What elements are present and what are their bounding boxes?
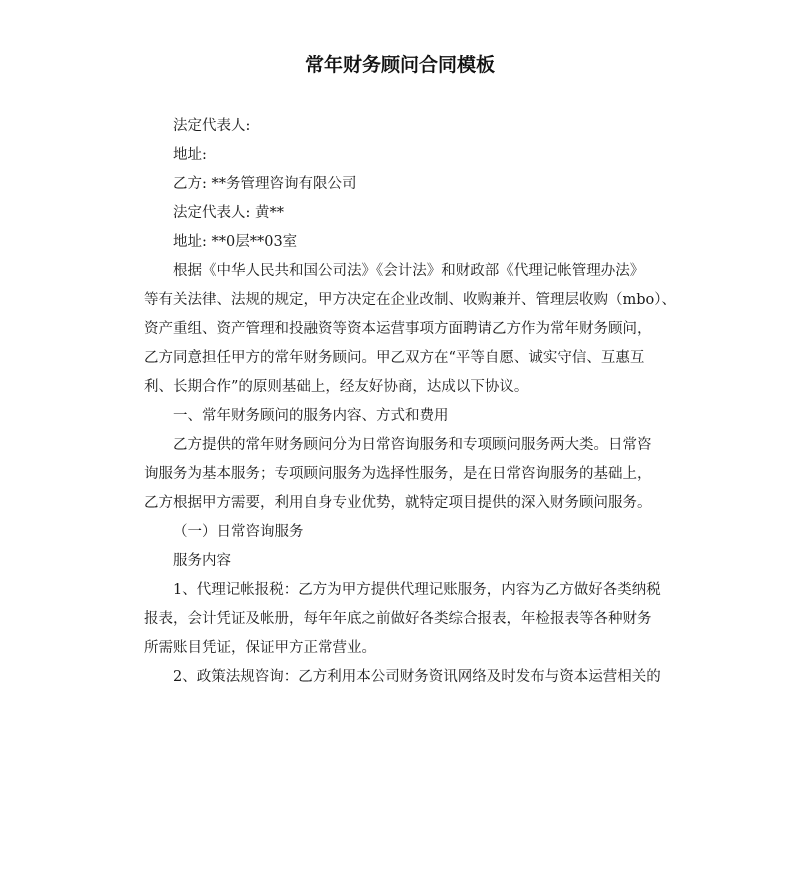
paragraph-line: 地址: — [173, 147, 207, 163]
section-heading: 一、常年财务顾问的服务内容、方式和费用 — [173, 408, 449, 424]
subsection-heading: 服务内容 — [173, 553, 231, 569]
paragraph-line: 乙方提供的常年财务顾问分为日常咨询服务和专项顾问服务两大类。日常咨 — [173, 437, 652, 453]
paragraph-line: 乙方同意担任甲方的常年财务顾问。甲乙双方在“平等自愿、诚实守信、互惠互 — [144, 350, 645, 366]
paragraph-line: 乙方: **务管理咨询有限公司 — [173, 176, 357, 192]
paragraph-line: 法定代表人: — [173, 118, 251, 134]
subsection-heading: （一）日常咨询服务 — [173, 524, 304, 540]
paragraph-line: 利、长期合作”的原则基础上，经友好协商，达成以下协议。 — [144, 379, 529, 395]
paragraph-line: 所需账目凭证，保证甲方正常营业。 — [144, 640, 376, 656]
document-title: 常年财务顾问合同模板 — [304, 54, 495, 76]
paragraph-line: 乙方根据甲方需要，利用自身专业优势，就特定项目提供的深入财务顾问服务。 — [144, 495, 652, 511]
paragraph-line: 询服务为基本服务；专项顾问服务为选择性服务，是在日常咨询服务的基础上， — [144, 466, 652, 482]
paragraph-line: 报表，会计凭证及帐册，每年年底之前做好各类综合报表，年检报表等各种财务 — [144, 611, 652, 627]
paragraph-line: 资产重组、资产管理和投融资等资本运营事项方面聘请乙方作为常年财务顾问， — [144, 321, 652, 337]
paragraph-line: 等有关法律、法规的规定，甲方决定在企业改制、收购兼并、管理层收购（mbo）、 — [144, 292, 677, 308]
paragraph-line: 2、政策法规咨询：乙方利用本公司财务资讯网络及时发布与资本运营相关的 — [173, 669, 661, 685]
paragraph-line: 1、代理记帐报税：乙方为甲方提供代理记账服务，内容为乙方做好各类纳税 — [173, 582, 661, 598]
paragraph-line: 地址: **0层**03室 — [173, 234, 298, 250]
paragraph-line: 根据《中华人民共和国公司法》《会计法》和财政部《代理记帐管理办法》 — [173, 263, 645, 279]
paragraph-line: 法定代表人: 黄** — [173, 205, 284, 221]
document-body — [144, 112, 677, 692]
